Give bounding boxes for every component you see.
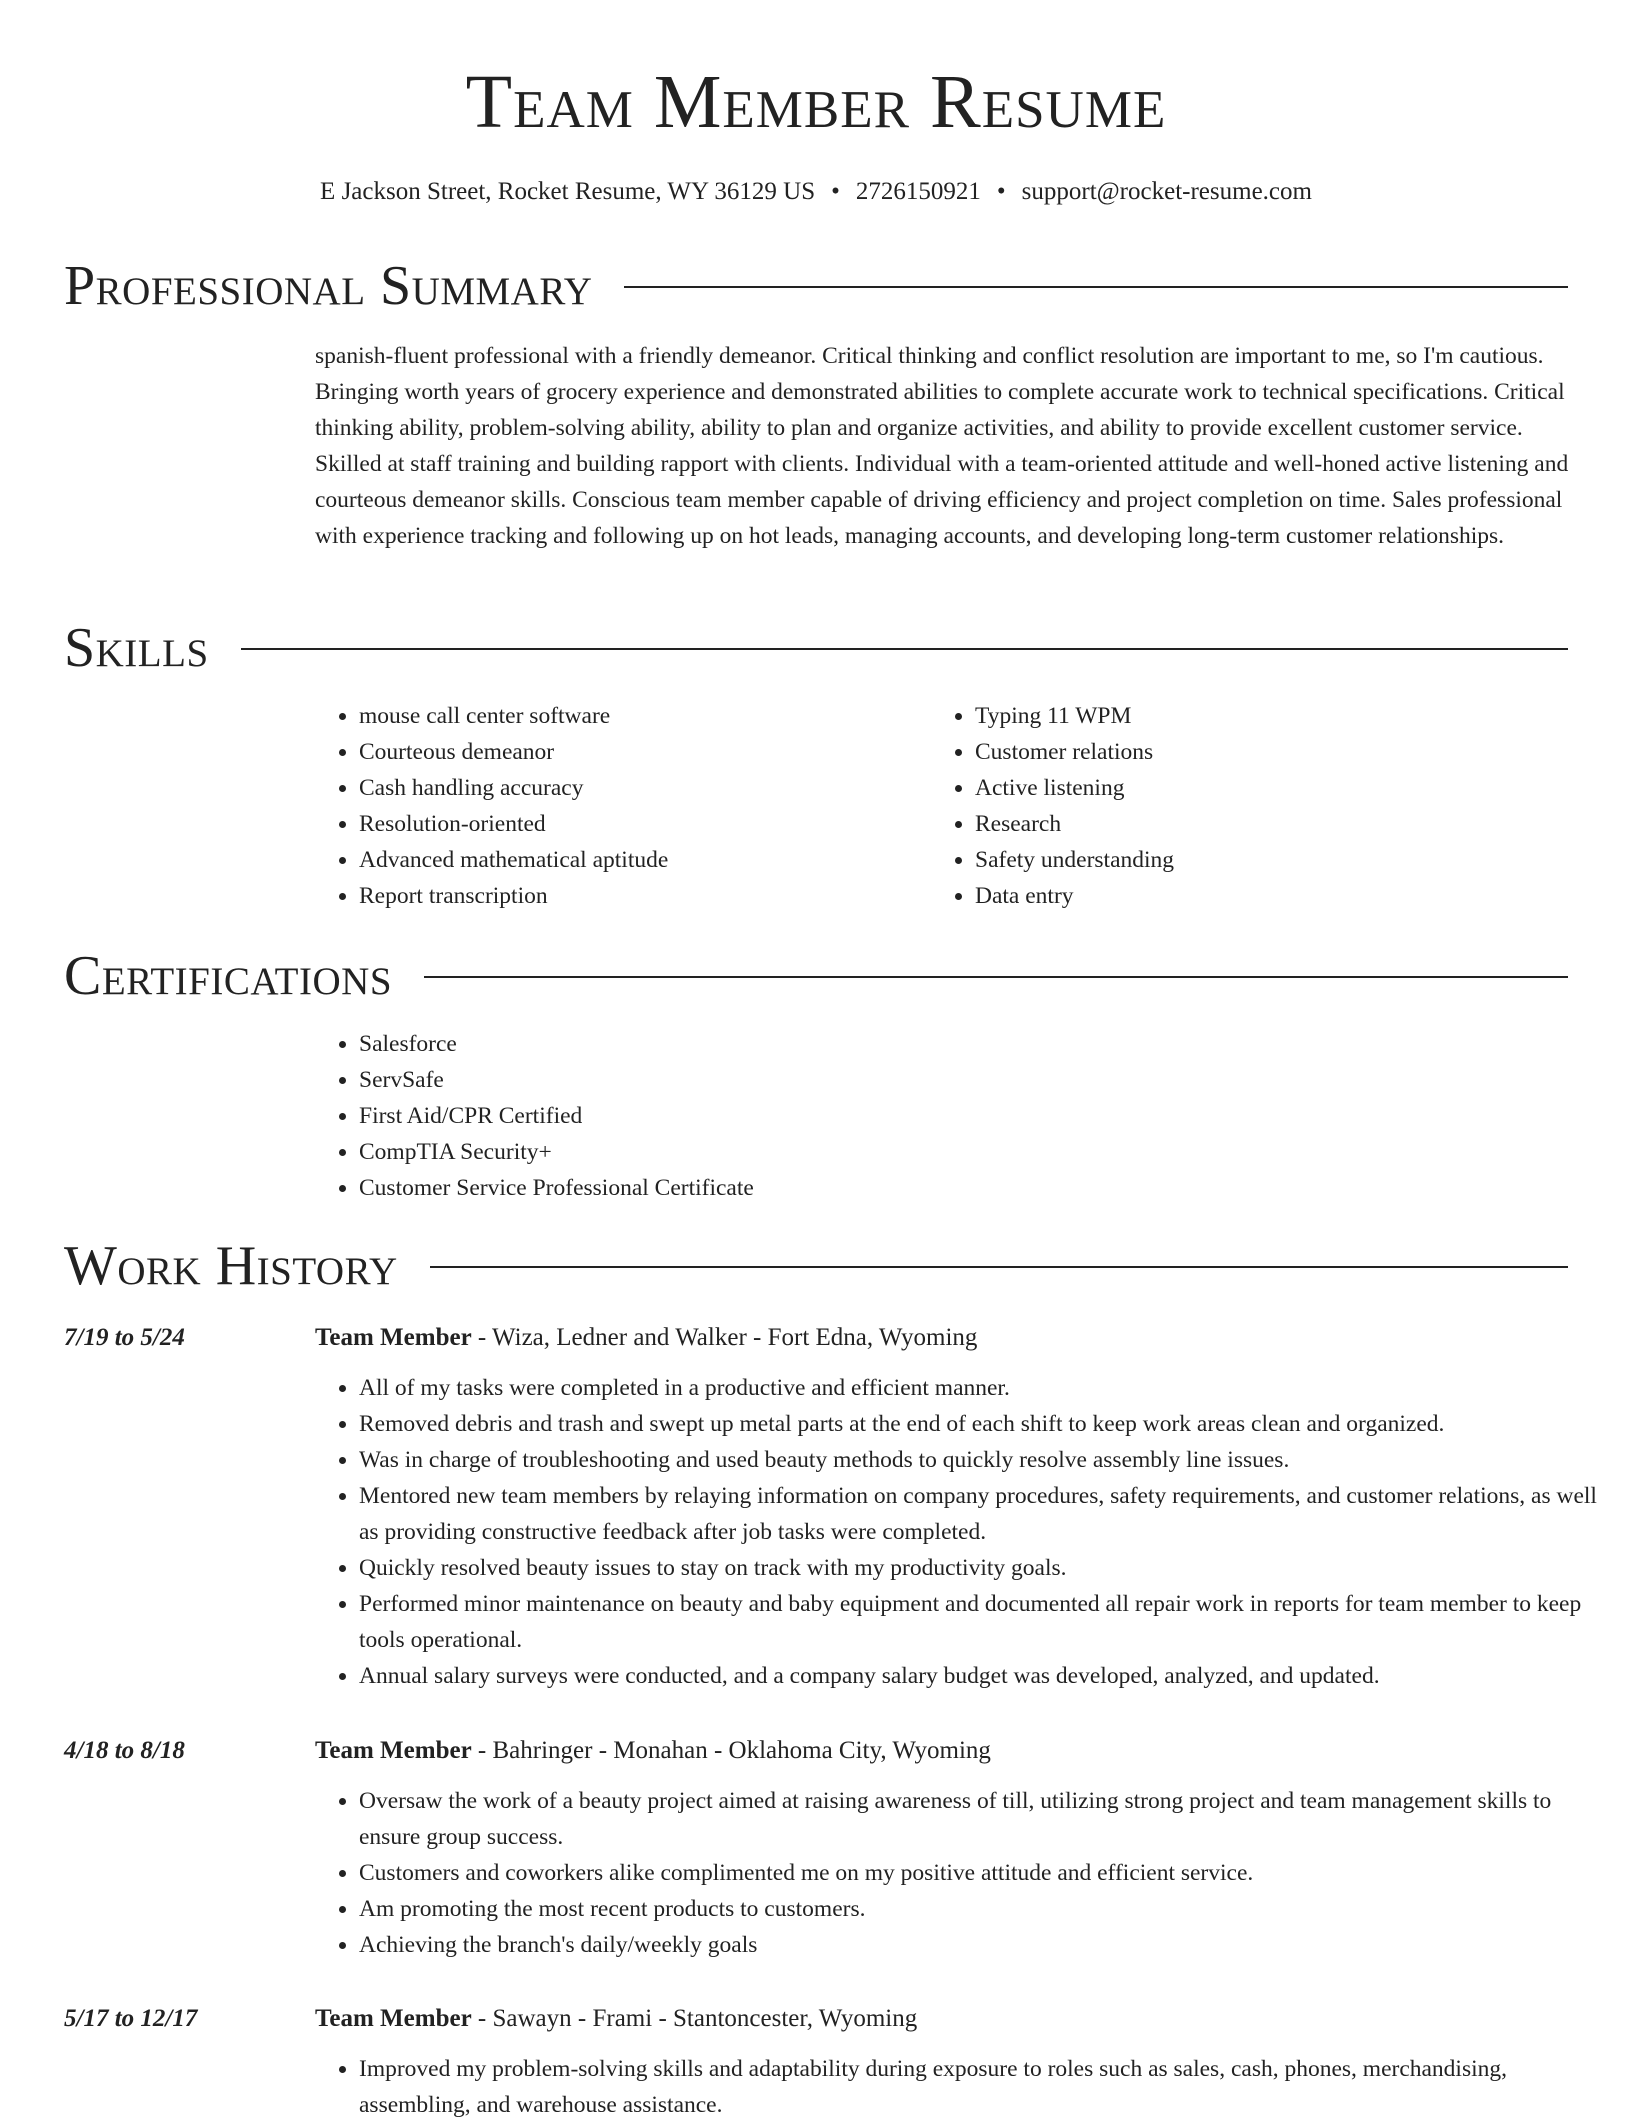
job-dates: 5/17 to 12/17 (64, 2005, 198, 2032)
certification-item: • First Aid/CPR Certified (359, 1098, 754, 1134)
certifications-list (315, 1026, 754, 1206)
job-duty: • Oversaw the work of a beauty project aimed at raising awareness of till, utilizing strong project and team management skills to ensure group success. (359, 1783, 1615, 1855)
summary-section-header (64, 254, 1568, 318)
skill-item: • Customer relations (975, 734, 1174, 770)
summary-text: spanish-fluent professional with a friendly demeanor. Critical thinking and conflict resolution are important to me, so I'm cautious. Bringing worth years of grocery experience and demonstrated abilities to complete accurate work to technical specifications. Critical thinking ability, problem-solving ability, ability to plan and organize activities, and ability to provide excellent customer service. Skilled at staff training and building rapport with clients. Individual with a team-oriented attitude and well-honed active listening and courteous demeanor skills. Conscious team member capable of driving efficiency and project completion on time. Sales professional with experience tracking and following up on hot leads, managing accounts, and developing long-term customer relationships. (315, 343, 1569, 549)
resume-title: Team Member Resume (465, 60, 1167, 144)
skill-item: • mouse call center software (359, 698, 668, 734)
section-divider (424, 976, 1568, 978)
skill-item: • Cash handling accuracy (359, 770, 668, 806)
certifications-section-header (64, 944, 1568, 1008)
job-duties (315, 2051, 1615, 2123)
contact-separator: • (831, 178, 840, 205)
job-dates: 7/19 to 5/24 (64, 1324, 185, 1351)
section-divider (241, 648, 1568, 650)
certification-item: • CompTIA Security+ (359, 1134, 754, 1170)
certification-item: • Customer Service Professional Certificate (359, 1170, 754, 1206)
skill-item: • Safety understanding (975, 842, 1174, 878)
skills-heading: Skills (64, 617, 209, 679)
section-divider (624, 286, 1568, 288)
job-title: Team Member (315, 1737, 472, 1764)
skills-list-right (931, 698, 1174, 914)
job-duty: • Performed minor maintenance on beauty and baby equipment and documented all repair work in reports for team member to keep tools operational. (359, 1586, 1615, 1658)
contact-line (64, 172, 1568, 212)
job-duty: • Am promoting the most recent products to customers. (359, 1891, 1615, 1927)
skills-section-header (64, 616, 1568, 680)
job-duty: • Annual salary surveys were conducted, and a company salary budget was developed, analyzed, and updated. (359, 1658, 1615, 1694)
work-history-section-header (64, 1234, 1568, 1298)
job-title: Team Member (315, 2005, 472, 2032)
job-employer: - Wiza, Ledner and Walker - Fort Edna, Wyoming (471, 1324, 978, 1351)
skill-item: • Courteous demeanor (359, 734, 668, 770)
job-duty: • Mentored new team members by relaying information on company procedures, safety requirements, and customer relations, as well as providing constructive feedback after job tasks were completed. (359, 1478, 1615, 1550)
work-history-heading: Work History (64, 1235, 398, 1297)
job-duties (315, 1783, 1615, 1963)
job-role (315, 1318, 977, 1358)
skill-item: • Data entry (975, 878, 1174, 914)
job-role (315, 1999, 917, 2039)
contact-phone: 2726150921 (855, 178, 981, 205)
summary-heading: Professional Summary (64, 255, 593, 317)
job-employer: - Bahringer - Monahan - Oklahoma City, Wyoming (471, 1737, 991, 1764)
contact-separator: • (996, 178, 1006, 205)
job-employer: - Sawayn - Frami - Stantoncester, Wyoming (471, 2005, 918, 2032)
skill-item: • Active listening (975, 770, 1174, 806)
job-duty: • Removed debris and trash and swept up metal parts at the end of each shift to keep work areas clean and organized. (359, 1406, 1615, 1442)
skill-item: • Resolution-oriented (359, 806, 668, 842)
job-duty: • Improved my problem-solving skills and adaptability during exposure to roles such as sales, cash, phones, merchandising, assembling, and warehouse assistance. (359, 2051, 1615, 2123)
job-duty: • Achieving the branch's daily/weekly goals (359, 1927, 1615, 1963)
section-divider (430, 1266, 1568, 1268)
job-duty: • All of my tasks were completed in a productive and efficient manner. (359, 1370, 1615, 1406)
certification-item: • Salesforce (359, 1026, 754, 1062)
skill-item: • Typing 11 WPM (975, 698, 1174, 734)
job-dates: 4/18 to 8/18 (64, 1737, 185, 1764)
job-duty: • Customers and coworkers alike complimented me on my positive attitude and efficient service. (359, 1855, 1615, 1891)
job-title: Team Member (315, 1324, 472, 1351)
job-duty: • Quickly resolved beauty issues to stay on track with my productivity goals. (359, 1550, 1615, 1586)
contact-address: E Jackson Street, Rocket Resume, WY 36129 US (320, 178, 816, 205)
contact-email: support@rocket-resume.com (1021, 178, 1312, 205)
job-duty: • Was in charge of troubleshooting and used beauty methods to quickly resolve assembly line issues. (359, 1442, 1615, 1478)
skill-item: • Research (975, 806, 1174, 842)
skills-list-left (315, 698, 668, 914)
skill-item: • Report transcription (359, 878, 668, 914)
certification-item: • ServSafe (359, 1062, 754, 1098)
job-role (315, 1731, 991, 1771)
certifications-heading: Certifications (64, 945, 393, 1007)
skill-item: • Advanced mathematical aptitude (359, 842, 668, 878)
job-duties (315, 1370, 1615, 1694)
